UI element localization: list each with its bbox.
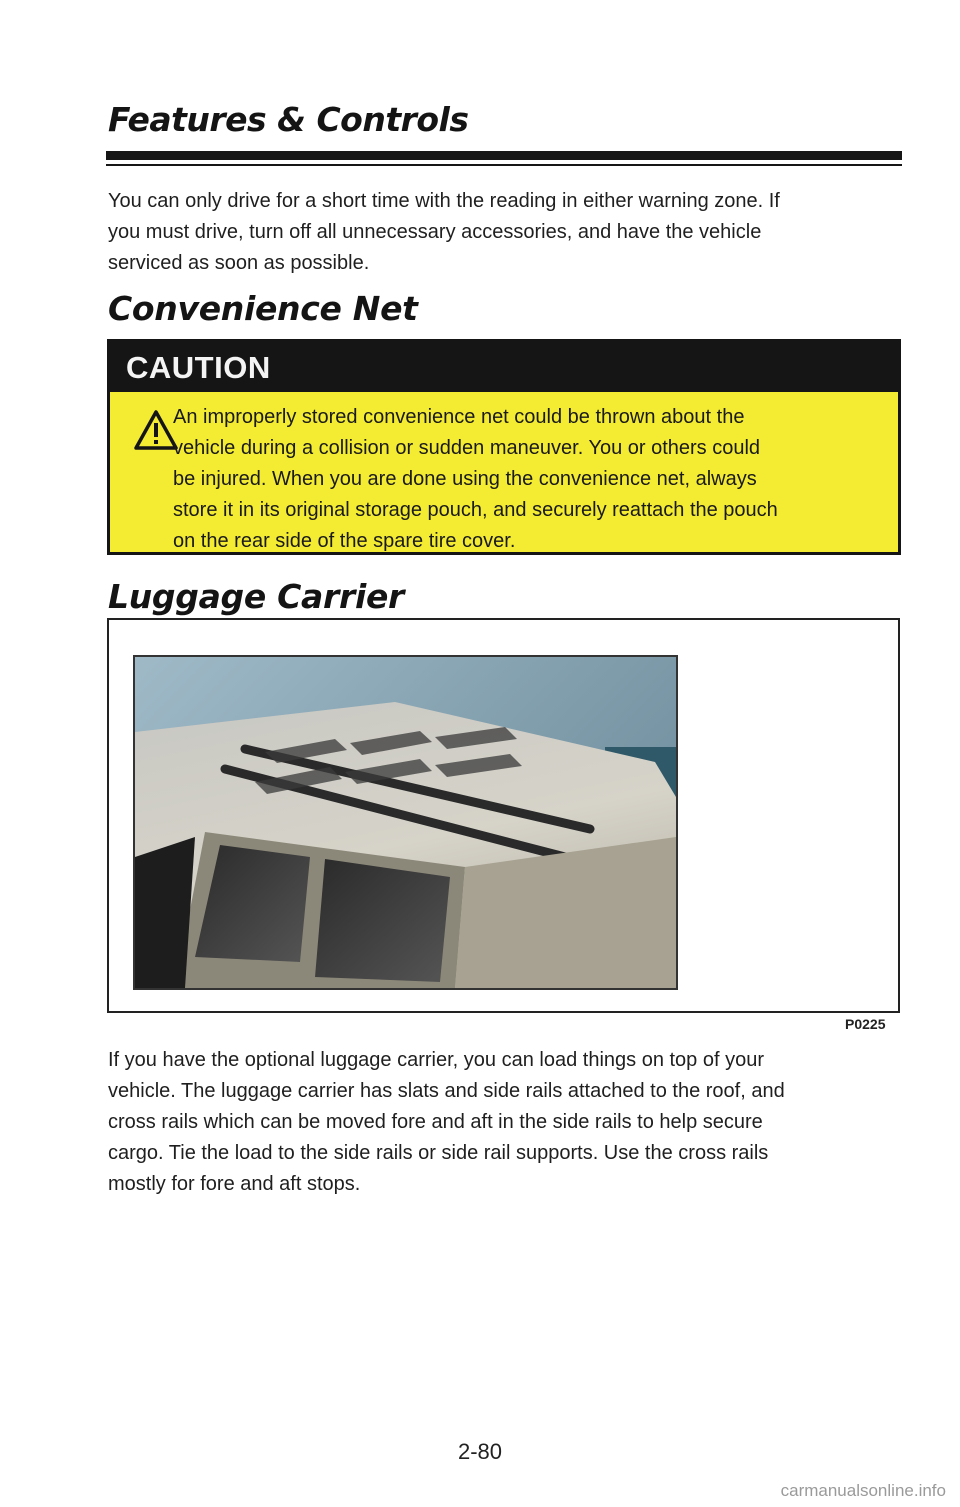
header-rule-thin: [106, 164, 902, 166]
body-line: cargo. Tie the load to the side rails or side rail supports. Use the cross rails: [108, 1142, 769, 1164]
caution-label: CAUTION: [126, 350, 271, 385]
body-line: cross rails which can be moved fore and aft in the side rails to help secure: [108, 1111, 763, 1133]
caution-line: be injured. When you are done using the convenience net, always: [173, 468, 757, 490]
caution-line: vehicle during a collision or sudden maneuver. You or others could: [173, 437, 761, 459]
figure-code: P0225: [845, 1016, 886, 1032]
body-line: If you have the optional luggage carrier, you can load things on top of your: [108, 1049, 764, 1071]
caution-line: An improperly stored convenience net could be thrown about the: [173, 406, 745, 428]
caution-line: on the rear side of the spare tire cover.: [173, 530, 516, 552]
body-line: mostly for fore and aft stops.: [108, 1173, 361, 1195]
luggage-carrier-photo: [133, 655, 678, 990]
caution-bar: [110, 342, 898, 392]
body-line: vehicle. The luggage carrier has slats and side rails attached to the roof, and: [108, 1080, 785, 1102]
intro-line: serviced as soon as possible.: [108, 252, 370, 274]
section-header: Features & Controls: [108, 100, 469, 139]
warning-triangle-icon: [134, 410, 178, 450]
intro-line: you must drive, turn off all unnecessary accessories, and have the vehicle: [108, 221, 762, 243]
page-number: 2-80: [457, 1439, 503, 1464]
header-rule: [106, 151, 902, 160]
caution-box: [107, 339, 901, 555]
luggage-carrier-heading: Luggage Carrier: [108, 577, 405, 616]
caution-text: [173, 402, 893, 557]
convenience-net-heading: Convenience Net: [108, 289, 418, 328]
caution-line: store it in its original storage pouch, and securely reattach the pouch: [173, 499, 778, 521]
watermark: carmanualsonline.info: [780, 1481, 946, 1500]
intro-line: You can only drive for a short time with the reading in either warning zone. If: [108, 190, 780, 212]
